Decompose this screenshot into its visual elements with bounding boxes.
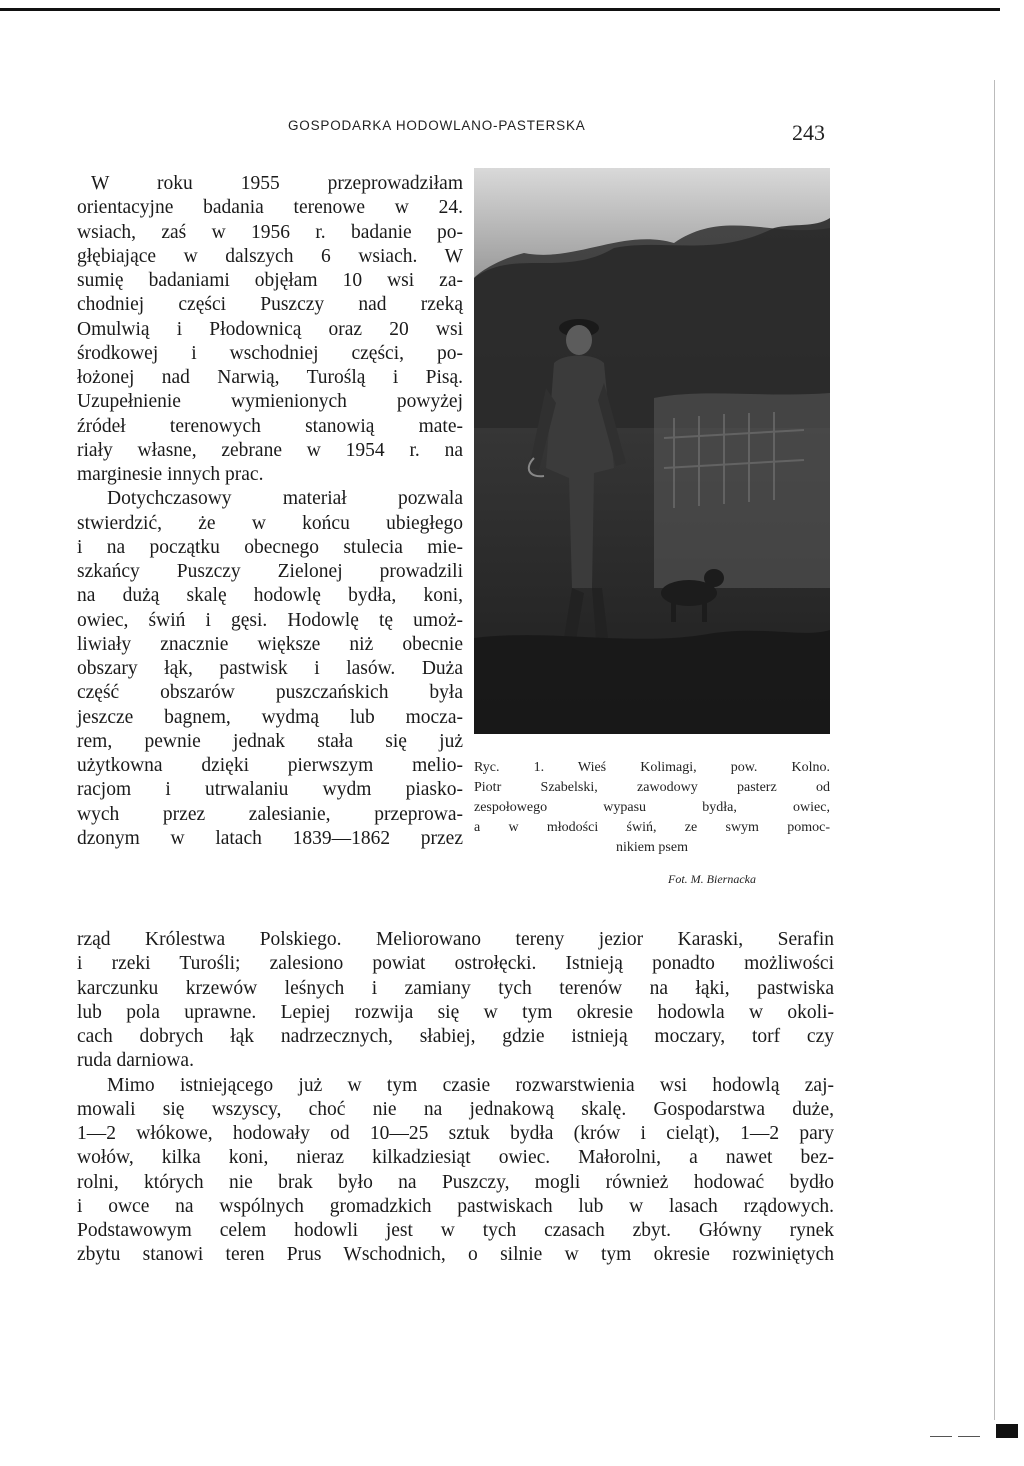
figure-caption — [474, 758, 830, 858]
bottom-dash — [958, 1436, 980, 1437]
text-line: sumię badaniami objęłam 10 wsi za- — [77, 270, 463, 291]
text-line: użytkowna dzięki pierwszym melio- — [77, 755, 463, 776]
text-line: racjom i utrwalaniu wydm piasko- — [77, 779, 463, 801]
caption-line: a w młodości świń, ze swym pomoc- — [474, 820, 830, 835]
top-rule — [0, 8, 1000, 11]
text-line: rząd Królestwa Polskiego. Meliorowano tereny jezior Karaski, Serafin — [77, 929, 834, 950]
text-line: riały własne, zebrane w 1954 r. na — [77, 439, 463, 461]
text-line: ruda darniowa. — [77, 1050, 194, 1072]
text-line: karczunku krzewów leśnych i zamiany tych terenów na łąki, pastwiska — [77, 977, 834, 999]
text-line: mowali się wszyscy, choć nie na jednakową skalę. Gospodarstwa duże, — [77, 1098, 834, 1120]
caption-line: zespołowego wypasu bydła, owiec, — [474, 800, 830, 815]
text-line: środkowej i wschodniej części, po- — [77, 342, 463, 364]
text-line: lub pola uprawne. Lepiej rozwija się w tym okresie hodowla w okoli- — [77, 1001, 834, 1023]
text-line: Podstawowym celem hodowli jest w tych czasach zbyt. Główny rynek — [77, 1220, 834, 1241]
page-number: 243 — [792, 120, 825, 145]
caption-line: Ryc. 1. Wieś Kolimagi, pow. Kolno. — [474, 760, 830, 775]
photo-credit: Fot. M. Biernacka — [668, 872, 756, 886]
column-text — [77, 172, 463, 851]
text-line: jeszcze bagnem, wydmą lub mocza- — [77, 706, 463, 728]
text-line: liwiały znacznie większe niż obecnie — [77, 633, 463, 655]
text-line: cach dobrych łąk nadrzecznych, słabiej, gdzie istnieją moczary, torf czy — [77, 1026, 834, 1047]
text-line: Omulwią i Płodownicą oraz 20 wsi — [77, 318, 463, 340]
text-line: Uzupełnienie wymienionych powyżej — [77, 391, 463, 413]
text-line: orientacyjne badania terenowe w 24. — [77, 197, 463, 219]
text-line: i na początku obecnego stulecia mie- — [77, 536, 463, 558]
text-line: wych przez zalesianie, przeprowa- — [77, 803, 463, 825]
text-line: Dotychczasowy materiał pozwala — [107, 488, 463, 510]
text-line: rolni, których nie brak było na Puszczy, mogli również hodować bydło — [77, 1171, 834, 1193]
text-line: Mimo istniejącego już w tym czasie rozwarstwienia wsi hodowlą zaj- — [107, 1074, 834, 1096]
text-line: na dużą skalę hodowlę bydła, koni, — [77, 585, 463, 607]
photo-illustration — [474, 168, 830, 734]
figure-photo — [474, 168, 830, 734]
text-line: W roku 1955 przeprowadziłam — [91, 173, 463, 194]
text-line: łożonej nad Narwią, Turoślą i Pisą. — [77, 367, 463, 388]
margin-scan-line — [994, 80, 995, 1420]
text-line: część obszarów puszczańskich była — [77, 682, 463, 704]
text-line: chodniej części Puszczy nad rzeką — [77, 294, 463, 316]
bottom-dash — [930, 1436, 952, 1437]
text-line: 1—2 włókowe, hodowały od 10—25 sztuk bydła (krów i cieląt), 1—2 pary — [77, 1123, 834, 1144]
full-width-text — [77, 928, 834, 1268]
corner-scan-mark — [996, 1424, 1018, 1438]
text-line: marginesie innych prac. — [77, 464, 264, 485]
text-line: owiec, świń i gęsi. Hodowlę tę umoż- — [77, 609, 463, 631]
text-line: stwierdzić, że w końcu ubiegłego — [77, 512, 463, 534]
text-line: obszary łąk, pastwisk i lasów. Duża — [77, 658, 463, 679]
text-line: wołów, kilka koni, nieraz kilkadziesiąt owiec. Małorolni, a nawet bez- — [77, 1147, 834, 1169]
running-head: GOSPODARKA HODOWLANO-PASTERSKA — [288, 118, 586, 133]
text-line: dzonym w latach 1839—1862 przez — [77, 827, 463, 849]
text-line: zbytu stanowi teren Prus Wschodnich, o silnie w tym okresie rozwiniętych — [77, 1244, 834, 1266]
text-line: wsiach, zaś w 1956 r. badanie po- — [77, 221, 463, 243]
text-line: szkańcy Puszczy Zielonej prowadzili — [77, 561, 463, 582]
text-line: i owce na wspólnych gromadzkich pastwiskach lub w lasach rządowych. — [77, 1195, 834, 1217]
text-line: rem, pewnie jednak stała się już — [77, 730, 463, 752]
text-line: głębiające w dalszych 6 wsiach. W — [77, 245, 463, 267]
text-line: źródeł terenowych stanowią mate- — [77, 415, 463, 437]
caption-line: nikiem psem — [616, 840, 688, 855]
text-line: i rzeki Turośli; zalesiono powiat ostrołęcki. Istnieją ponadto możliwości — [77, 953, 834, 975]
caption-line: Piotr Szabelski, zawodowy pasterz od — [474, 780, 830, 795]
